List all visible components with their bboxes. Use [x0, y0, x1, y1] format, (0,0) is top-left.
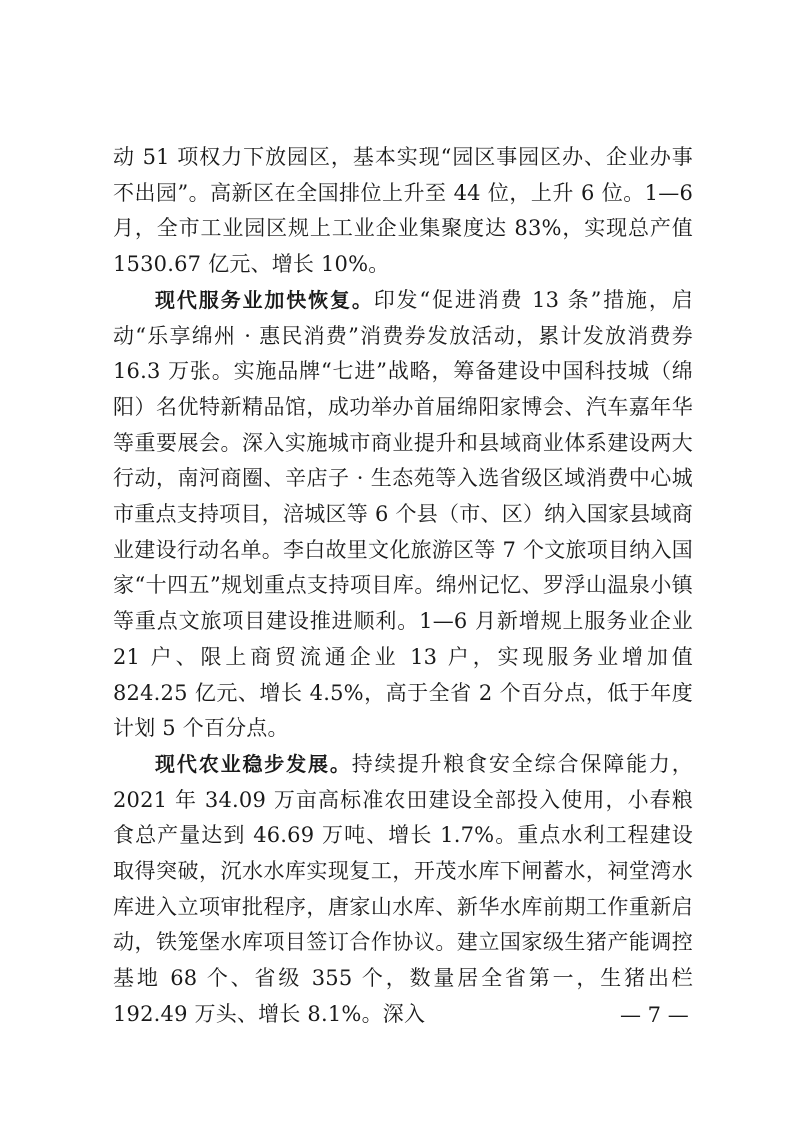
- paragraph-modern-services: [113, 283, 693, 747]
- paragraph-text: 动 51 项权力下放园区，基本实现“园区事园区办、企业办事不出园”。高新区在全国排位上升至 44 位，上升 6 位。1—6 月，全市工业园区规上工业企业集聚度达 83%，实现总产值 1530.67 亿元、增长 10%。: [113, 145, 693, 277]
- paragraph-text: 持续提升粮食安全综合保障能力，2021 年 34.09 万亩高标准农田建设全部投入使用，小春粮食总产量达到 46.69 万吨、增长 1.7%。重点水利工程建设取得突破，沉水水库实现复工，开茂水库下闸蓄水，祠堂湾水库进入立项审批程序，唐家山水库、新华水库前期工作重新启动，铁笼堡水库项目签订合作协议。建立国家级生猪产能调控基地 68 个、省级 355 个，数量居全省第一，生猪出栏 192.49 万头、增长 8.1%。深入: [113, 751, 693, 1026]
- paragraph-industrial-parks: [113, 140, 693, 283]
- paragraph-modern-agriculture: [113, 747, 693, 1033]
- paragraph-text: 印发“促进消费 13 条”措施，启动“乐享绵州 · 惠民消费”消费券发放活动，累计发放消费券 16.3 万张。实施品牌“七进”战略，筹备建设中国科技城（绵阳）名优特新精品馆，成功举办首届绵阳家博会、汽车嘉年华等重要展会。深入实施城市商业提升和县域商业体系建设两大行动，南河商圈、辛店子 · 生态苑等入选省级区域消费中心城市重点支持项目，涪城区等 6 个县（市、区）纳入国家县域商业建设行动名单。李白故里文化旅游区等 7 个文旅项目纳入国家“十四五”规划重点支持项目库。绵州记忆、罗浮山温泉小镇等重点文旅项目建设推进顺利。1—6 月新增规上服务业企业 21 户、限上商贸流通企业 13 户，实现服务业增加值 824.25 亿元、增长 4.5%，高于全省 2 个百分点，低于年度计划 5 个百分点。: [113, 287, 693, 741]
- page-number: — 7 —: [620, 1003, 689, 1027]
- document-body: [113, 140, 693, 1033]
- paragraph-heading: 现代服务业加快恢复。: [155, 287, 374, 312]
- paragraph-heading: 现代农业稳步发展。: [155, 751, 352, 776]
